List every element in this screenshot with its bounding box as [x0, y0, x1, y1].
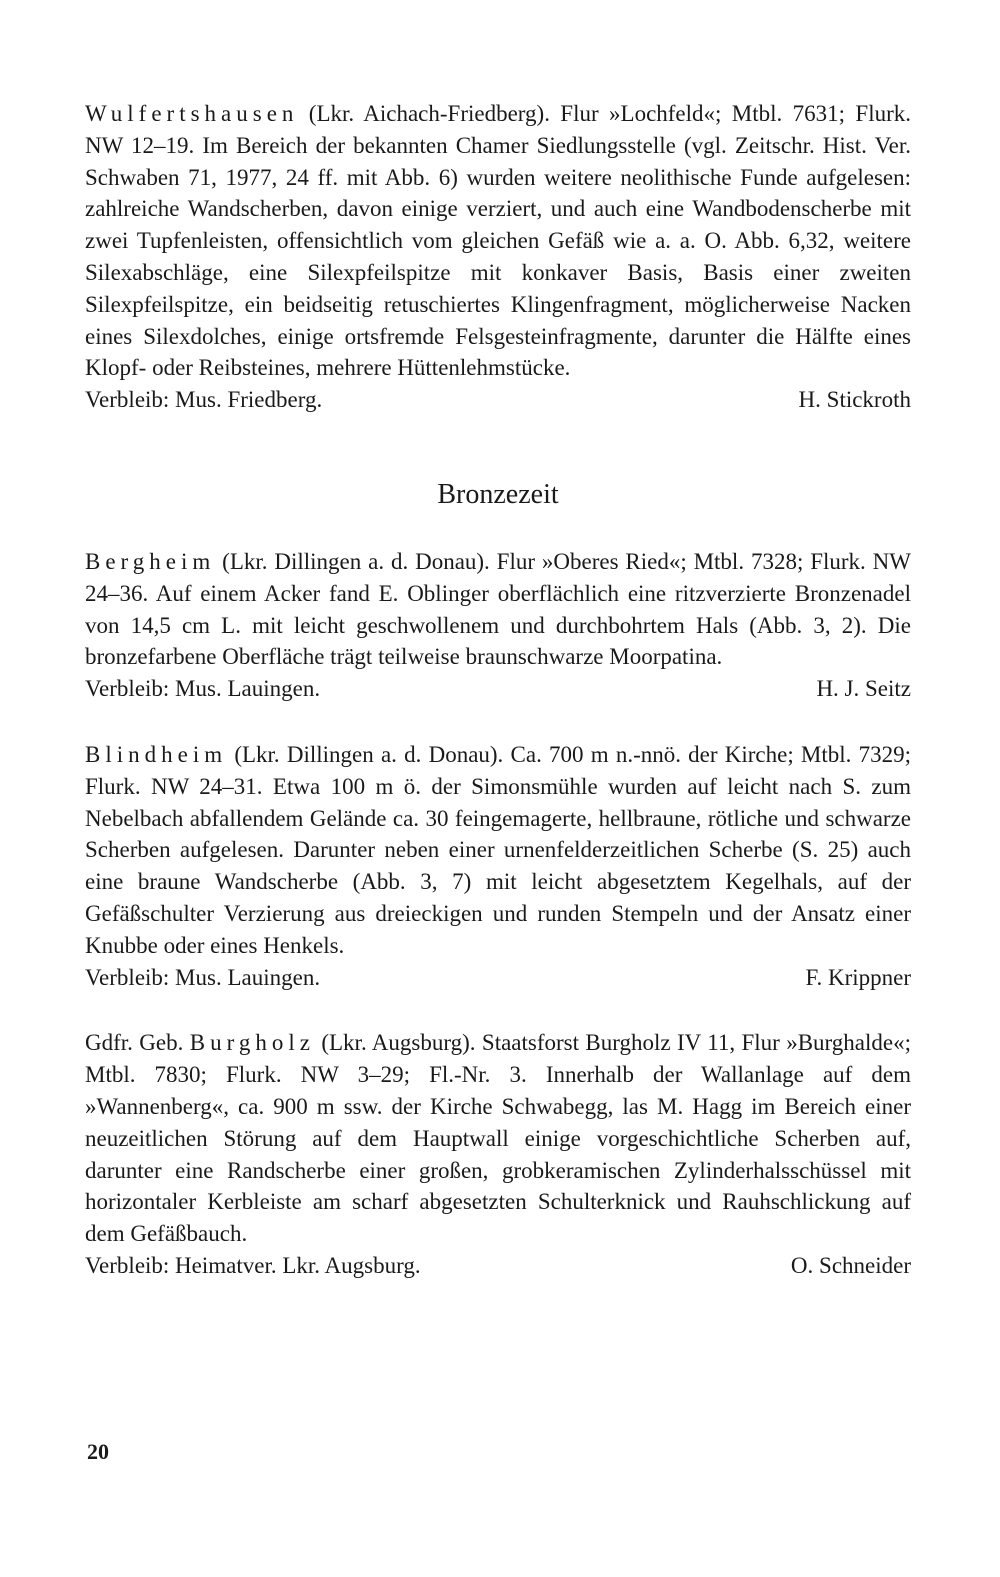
entry-text: (Lkr. Dillingen a. d. Donau). Ca. 700 m n.-nnö. der Kirche; Mtbl. 7329; Flurk. NW 24–31. Etwa 100 m ö. der Simonsmühle wurden auf leicht nach S. zum Nebelbach abfallendem Gelände ca. 30 feingemagerte, hellbraune, rötliche und schwarze Scherben aufgelesen. Darunter neben einer urnenfelderzeitlichen Scherbe (S. 25) auch eine braune Wandscherbe (Abb. 3, 7) mit leicht abgesetztem Kegelhals, auf der Gefäßschulter Verzierung aus dreieckigen und runden Stempeln und der Ansatz einer Knubbe oder eines Henkels.	[85, 741, 911, 958]
entry-body	[85, 1027, 911, 1250]
place-prefix: Gdfr. Geb.	[85, 1030, 190, 1056]
entry-text: (Lkr. Augsburg). Staatsforst Burgholz IV 11, Flur »Burghalde«; Mtbl. 7830; Flurk. NW 3–29; Fl.-Nr. 3. Innerhalb der Wallanlage auf dem »Wannenberg«, ca. 900 m ssw. der Kirche Schwabegg, las M. Hagg im Bereich einer neuzeitlichen Störung auf dem Hauptwall einige vorgeschichtliche Scherben auf, darunter eine Randscherbe einer großen, grobkeramischen Zylinderhalsschüssel mit horizontaler Kerbleiste am scharf abgesetzten Schulterknick und Rauhschlickung auf dem Gefäßbauch.	[85, 1030, 912, 1247]
entry-footer	[85, 673, 911, 705]
entry-body	[85, 98, 911, 384]
entry-footer	[85, 384, 911, 416]
author: F. Krippner	[805, 964, 911, 990]
spacer	[85, 993, 911, 1027]
verbleib: Verbleib: Heimatver. Lkr. Augsburg.	[85, 1252, 421, 1278]
author: H. Stickroth	[798, 387, 911, 413]
entry-text: (Lkr. Dillingen a. d. Donau). Flur »Oberes Ried«; Mtbl. 7328; Flurk. NW 24–36. Auf einem Acker fand E. Oblinger oberflächlich eine ritzverzierte Bronzenadel von 14,5 cm L. mit leicht geschwollenem und durchbohrtem Hals (Abb. 3, 2). Die bronzefarbene Oberfläche trägt teilweise braunschwarze Moorpatina.	[85, 548, 911, 670]
author: O. Schneider	[790, 1252, 911, 1278]
place-name: Blindheim	[85, 741, 228, 767]
spacer	[85, 705, 911, 739]
entry-burgholz	[85, 1027, 911, 1250]
page-number: 20	[87, 1439, 109, 1464]
author: H. J. Seitz	[816, 676, 911, 702]
entry-wulfertshausen	[85, 98, 911, 384]
place-name: Burgholz	[189, 1030, 315, 1056]
entry-body	[85, 739, 911, 962]
entry-body	[85, 546, 911, 673]
page-content	[85, 98, 911, 1282]
place-name: Bergheim	[85, 548, 216, 574]
entry-bergheim	[85, 546, 911, 673]
section-heading: Bronzezeit	[437, 478, 559, 510]
entry-text: (Lkr. Aichach-Friedberg). Flur »Lochfeld«; Mtbl. 7631; Flurk. NW 12–19. Im Bereich der bekannten Chamer Siedlungsstelle (vgl. Zeitschr. Hist. Ver. Schwaben 71, 1977, 24 ff. mit Abb. 6) wurden weitere neolithische Funde aufgelesen: zahlreiche Wandscherben, davon einige verziert, und auch eine Wandbodenscherbe mit zwei Tupfenleisten, offensichtlich vom gleichen Gefäß wie a. a. O. Abb. 6,32, weitere Silexabschläge, eine Silexpfeilspitze mit konkaver Basis, Basis einer zweiten Silexpfeilspitze, ein beidseitig retuschiertes Klingenfragment, möglicherweise Nacken eines Silexdolches, einige ortsfremde Felsgesteinfragmente, darunter die Hälfte eines Klopf- oder Reibsteines, mehrere Hüttenlehmstücke.	[85, 101, 911, 381]
verbleib: Verbleib: Mus. Lauingen.	[85, 964, 321, 990]
verbleib: Verbleib: Mus. Friedberg.	[85, 387, 323, 413]
place-name: Wulfertshausen	[85, 101, 299, 126]
entry-footer	[85, 962, 911, 994]
verbleib: Verbleib: Mus. Lauingen.	[85, 676, 321, 702]
entry-footer	[85, 1250, 911, 1282]
entry-blindheim	[85, 739, 911, 962]
